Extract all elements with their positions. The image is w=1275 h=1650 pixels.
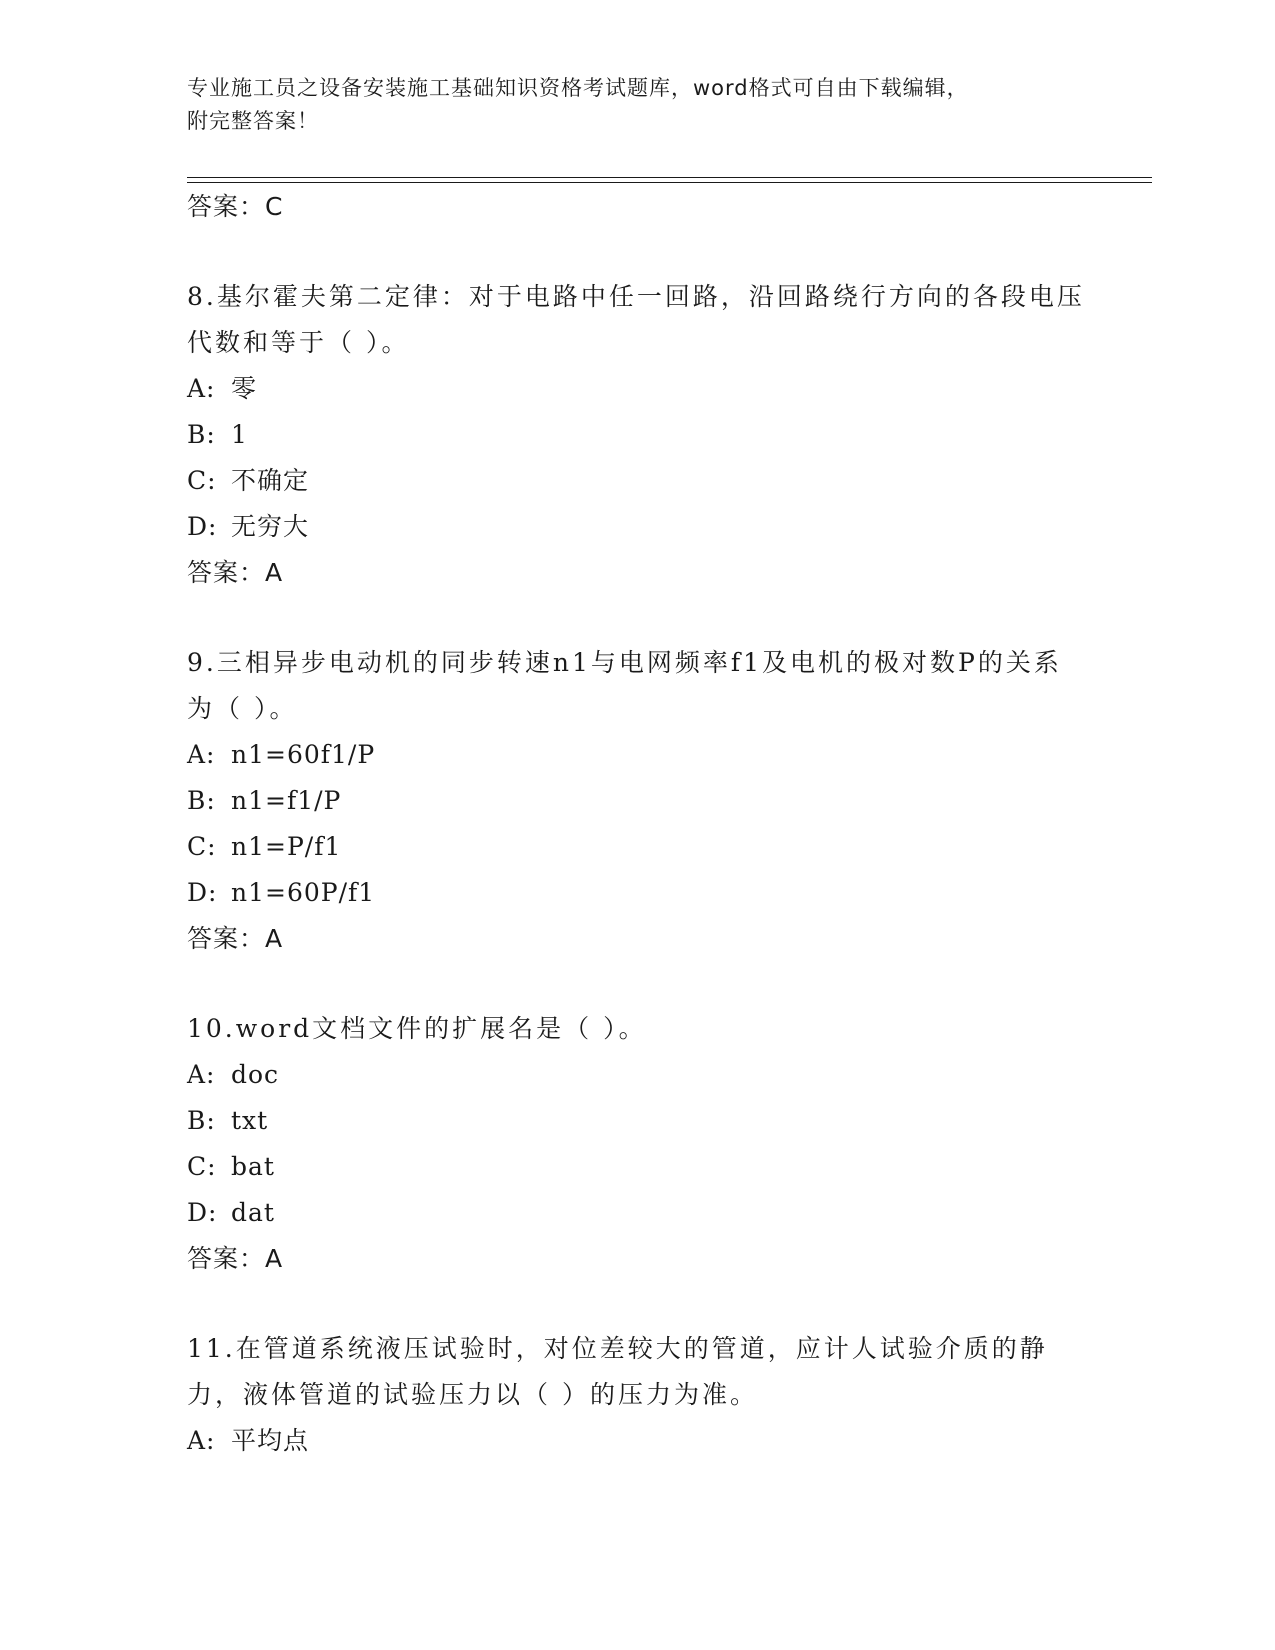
option-a bbox=[187, 1418, 1087, 1464]
question-item bbox=[187, 640, 1087, 962]
option-c bbox=[187, 1144, 1087, 1190]
question-stem: 8.基尔霍夫第二定律：对于电路中任一回路，沿回路绕行方向的各段电压代数和等于（ ）。 bbox=[187, 282, 1085, 357]
question-stem: 10.word文档文件的扩展名是（ ）。 bbox=[187, 1014, 647, 1043]
option-a bbox=[187, 1052, 1087, 1098]
question-item bbox=[187, 274, 1087, 596]
option-key: B: bbox=[187, 1106, 216, 1135]
option-c bbox=[187, 458, 1087, 504]
option-text: doc bbox=[231, 1060, 280, 1089]
option-b bbox=[187, 412, 1087, 458]
question-stem: 9.三相异步电动机的同步转速n1与电网频率f1及电机的极对数P的关系为（ ）。 bbox=[187, 648, 1062, 723]
option-b bbox=[187, 778, 1087, 824]
option-key: A: bbox=[187, 374, 216, 403]
option-text: 1 bbox=[231, 420, 248, 449]
option-b bbox=[187, 1098, 1087, 1144]
question-list bbox=[187, 184, 1087, 1464]
answer-line: 答案：C bbox=[187, 192, 284, 221]
option-key: A: bbox=[187, 1060, 216, 1089]
option-a bbox=[187, 366, 1087, 412]
option-text: n1=60f1/P bbox=[231, 740, 376, 769]
question-item bbox=[187, 1006, 1087, 1282]
option-key: B: bbox=[187, 786, 216, 815]
option-text: 不确定 bbox=[231, 466, 310, 495]
option-key: A: bbox=[187, 740, 216, 769]
page-header: 专业施工员之设备安装施工基础知识资格考试题库，word格式可自由下载编辑， 附完整答案！ bbox=[187, 76, 969, 133]
question-stem: 11.在管道系统液压试验时，对位差较大的管道，应计人试验介质的静力，液体管道的试验压力以（ ）的压力为准。 bbox=[187, 1334, 1048, 1409]
question-item bbox=[187, 1326, 1087, 1464]
option-key: D: bbox=[187, 1198, 218, 1227]
option-text: txt bbox=[231, 1106, 269, 1135]
option-key: C: bbox=[187, 832, 217, 861]
option-text: 无穷大 bbox=[231, 512, 310, 541]
option-text: bat bbox=[231, 1152, 275, 1181]
option-key: A: bbox=[187, 1426, 216, 1455]
option-a bbox=[187, 732, 1087, 778]
option-key: C: bbox=[187, 466, 217, 495]
option-text: n1=f1/P bbox=[231, 786, 342, 815]
option-key: D: bbox=[187, 878, 218, 907]
option-key: C: bbox=[187, 1152, 217, 1181]
answer-line: 答案：A bbox=[187, 558, 284, 587]
header-divider-top bbox=[187, 177, 1152, 178]
option-key: D: bbox=[187, 512, 218, 541]
option-d bbox=[187, 1190, 1087, 1236]
answer-line: 答案：A bbox=[187, 1244, 284, 1273]
option-key: B: bbox=[187, 420, 216, 449]
option-c bbox=[187, 824, 1087, 870]
option-text: n1=60P/f1 bbox=[231, 878, 376, 907]
option-text: n1=P/f1 bbox=[231, 832, 342, 861]
answer-line: 答案：A bbox=[187, 924, 284, 953]
header-divider-bottom bbox=[187, 182, 1152, 183]
option-d bbox=[187, 504, 1087, 550]
option-text: 零 bbox=[231, 374, 258, 403]
option-text: dat bbox=[231, 1198, 275, 1227]
option-text: 平均点 bbox=[231, 1426, 310, 1455]
option-d bbox=[187, 870, 1087, 916]
